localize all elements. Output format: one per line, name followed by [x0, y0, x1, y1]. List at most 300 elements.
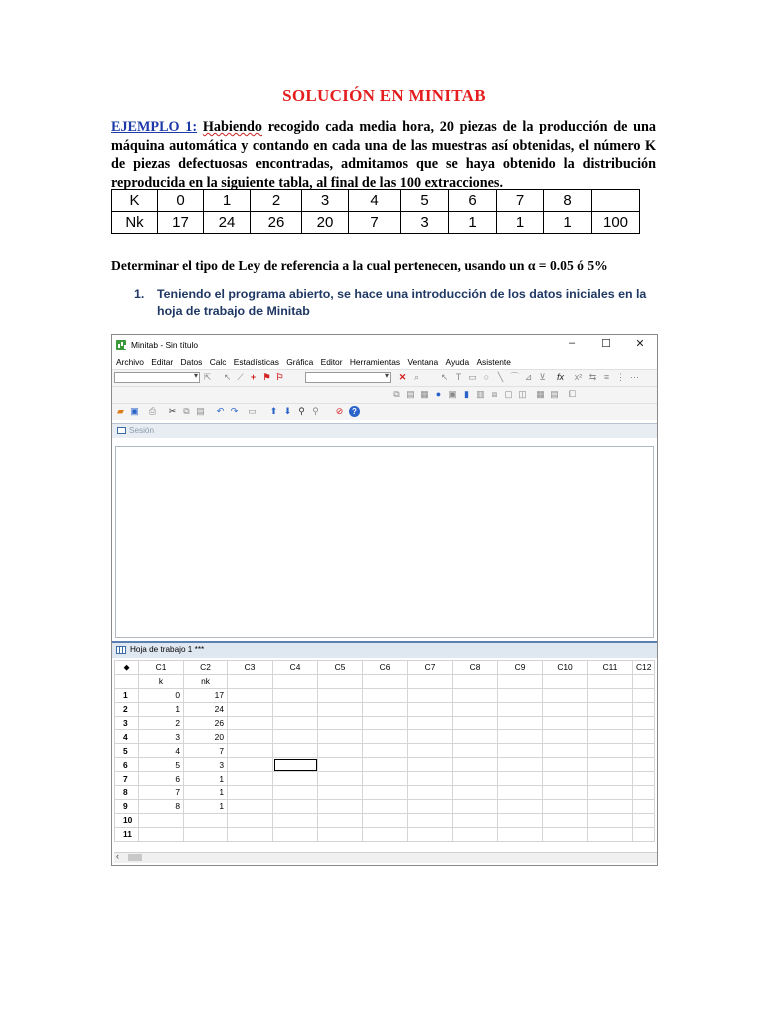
column-name-cell[interactable] [363, 674, 408, 688]
worksheet-cell[interactable]: 0 [139, 688, 184, 702]
worksheet-cell[interactable] [139, 827, 184, 841]
worksheet-cell[interactable] [318, 813, 363, 827]
freq-cell: 1 [544, 212, 592, 234]
blank-icon[interactable]: ▭ [248, 406, 257, 416]
worksheet-cell[interactable] [633, 827, 655, 841]
close-button[interactable]: ✕ [635, 338, 645, 350]
worksheet-cell[interactable]: 2 [139, 716, 184, 730]
line-icon[interactable]: ╲ [497, 372, 504, 382]
worksheet-cell[interactable] [363, 716, 408, 730]
session-icon[interactable]: ⧉ [393, 389, 400, 399]
menu-bar [112, 355, 657, 369]
freq-cell: 5 [401, 190, 449, 212]
worksheet-cell[interactable] [633, 702, 655, 716]
session-window[interactable] [115, 446, 654, 638]
worksheet-cell[interactable] [184, 827, 228, 841]
worksheet-cell[interactable] [408, 758, 453, 772]
worksheet-cell[interactable] [588, 772, 633, 786]
table-row [115, 813, 655, 827]
worksheet-cell[interactable] [453, 688, 498, 702]
worksheet-cell[interactable] [588, 813, 633, 827]
worksheet-cell[interactable] [273, 688, 318, 702]
column-name-cell[interactable] [318, 674, 363, 688]
worksheet-cell[interactable] [588, 758, 633, 772]
delete-icon[interactable]: ✕ [398, 372, 407, 382]
worksheet-cell[interactable] [543, 716, 588, 730]
history-icon[interactable]: ▣ [448, 389, 457, 399]
worksheet-cell[interactable] [228, 716, 273, 730]
worksheet-cell[interactable] [498, 744, 543, 758]
worksheet-cell[interactable] [588, 827, 633, 841]
worksheet-cell[interactable] [408, 744, 453, 758]
text-icon[interactable]: T [455, 372, 462, 382]
worksheet-cell[interactable] [543, 758, 588, 772]
worksheets-icon[interactable]: ▤ [406, 389, 415, 399]
column-header[interactable]: C6 [363, 661, 408, 675]
toolbar-standard [112, 403, 657, 420]
worksheet-cell[interactable] [228, 786, 273, 800]
worksheet-cell[interactable]: 3 [184, 758, 228, 772]
worksheet-cell[interactable] [543, 813, 588, 827]
worksheet-cell[interactable] [498, 772, 543, 786]
column-header[interactable]: C7 [408, 661, 453, 675]
worksheet-cell[interactable] [228, 730, 273, 744]
worksheet-cell[interactable] [139, 813, 184, 827]
grid-icon[interactable]: ▤ [550, 389, 559, 399]
cut-icon[interactable]: ✂ [168, 406, 177, 416]
worksheet-cell[interactable] [318, 799, 363, 813]
problem-text: recogido cada media hora, 20 piezas de la producción de una máquina automática y contando en cada una de las muestras así obtenidas, el número K de piezas defectuosas encontradas, admitamos que se haya obtenido la distribución reproducida en la siguiente tabla, al final de las 100 extracciones. [111, 119, 656, 191]
freq-cell: 24 [204, 212, 251, 234]
worksheet-cell[interactable] [633, 813, 655, 827]
freq-cell: 0 [158, 190, 204, 212]
worksheet-cell[interactable]: 1 [184, 786, 228, 800]
worksheet-cell[interactable] [498, 827, 543, 841]
worksheet-cell[interactable]: 8 [139, 799, 184, 813]
marker-icon[interactable]: ⊻ [539, 372, 546, 382]
menu-datos[interactable]: Datos [180, 357, 203, 367]
worksheet-cell[interactable] [184, 813, 228, 827]
scrollbar-thumb[interactable] [128, 854, 142, 861]
worksheet-cell[interactable]: 24 [184, 702, 228, 716]
column-header[interactable]: C11 [588, 661, 633, 675]
table-row [115, 758, 655, 772]
menu-asistente[interactable]: Asistente [476, 357, 511, 367]
freq-cell: 100 [592, 212, 640, 234]
menu-ayuda[interactable]: Ayuda [445, 357, 470, 367]
toolbar-project-manager [112, 386, 657, 403]
freq-cell: 3 [302, 190, 349, 212]
more-icon[interactable]: ⋯ [630, 372, 639, 382]
worksheet-cell[interactable] [498, 786, 543, 800]
column-name-cell[interactable] [498, 674, 543, 688]
column-header[interactable]: C10 [543, 661, 588, 675]
print-icon[interactable]: ⎙ [148, 406, 157, 416]
pointer-icon[interactable]: ⇱ [203, 372, 212, 382]
column-header[interactable]: C9 [498, 661, 543, 675]
worksheet-cell[interactable] [543, 827, 588, 841]
worksheet-header[interactable] [112, 641, 657, 658]
worksheet-cell[interactable] [363, 813, 408, 827]
project-icon[interactable]: ▥ [476, 389, 485, 399]
help-icon[interactable]: ? [349, 406, 360, 417]
row-header[interactable]: 5 [115, 744, 139, 758]
minimize-button[interactable]: – [568, 337, 576, 349]
worksheet-cell[interactable] [363, 758, 408, 772]
worksheet-title: Hoja de trabajo 1 *** [130, 645, 205, 654]
worksheet-cell[interactable] [408, 716, 453, 730]
align-icon[interactable]: ⇆ [588, 372, 597, 382]
worksheet-cell[interactable] [453, 786, 498, 800]
problem-statement [111, 118, 656, 192]
corner-cell[interactable]: ⬥ [115, 661, 139, 675]
column-header[interactable]: C2 [184, 661, 228, 675]
problem-first-word: Habiendo [202, 119, 263, 135]
minitab-window [111, 334, 658, 866]
freq-cell: 7 [349, 212, 401, 234]
worksheet-cell[interactable] [273, 744, 318, 758]
row-header[interactable]: 8 [115, 786, 139, 800]
worksheet-cell[interactable] [408, 786, 453, 800]
worksheet-cell[interactable] [453, 813, 498, 827]
worksheet-cell[interactable] [588, 744, 633, 758]
row-header[interactable]: 4 [115, 730, 139, 744]
brush-icon[interactable]: ↖ [223, 372, 232, 382]
zoom-icon[interactable]: ⌕ [413, 372, 420, 382]
table-row [115, 730, 655, 744]
worksheet-cell[interactable]: 6 [139, 772, 184, 786]
worksheet-cell[interactable] [318, 730, 363, 744]
formula-icon[interactable]: fx [556, 372, 564, 382]
worksheet-cell[interactable] [363, 688, 408, 702]
worksheet-cell[interactable] [363, 799, 408, 813]
worksheet-cell[interactable] [543, 744, 588, 758]
worksheet-cell[interactable] [633, 786, 655, 800]
paste-icon[interactable]: ▤ [196, 406, 205, 416]
worksheet-cell[interactable] [273, 702, 318, 716]
worksheet-cell[interactable] [453, 758, 498, 772]
menu-calc[interactable]: Calc [209, 357, 227, 367]
crosshair-icon[interactable]: ⟋ [237, 372, 244, 382]
info-icon[interactable]: ● [435, 389, 442, 399]
worksheet-icon [116, 646, 126, 654]
column-name-cell[interactable] [453, 674, 498, 688]
worksheet-cell[interactable] [588, 786, 633, 800]
worksheet-cell[interactable] [498, 688, 543, 702]
window-title: Minitab - Sin título [131, 340, 199, 350]
worksheet-cell[interactable] [273, 786, 318, 800]
column-name-cell[interactable] [228, 674, 273, 688]
worksheet-cell[interactable] [228, 702, 273, 716]
table-row [115, 772, 655, 786]
worksheet-cell[interactable] [408, 688, 453, 702]
step-number: 1. [134, 287, 145, 301]
worksheet-cell[interactable] [633, 730, 655, 744]
table-row [115, 827, 655, 841]
worksheet-grid [114, 660, 658, 852]
worksheet-cell[interactable] [543, 688, 588, 702]
worksheet-cell[interactable] [228, 827, 273, 841]
freq-cell: 1 [497, 212, 544, 234]
worksheet-cell[interactable] [318, 744, 363, 758]
row-header[interactable]: 9 [115, 799, 139, 813]
worksheet-cell[interactable]: 3 [139, 730, 184, 744]
order-icon[interactable]: ⋮ [616, 372, 625, 382]
menu-herramientas[interactable]: Herramientas [349, 357, 401, 367]
worksheet-cell[interactable] [453, 730, 498, 744]
polygon-icon[interactable]: ⊿ [524, 372, 533, 382]
find-icon[interactable]: ⚲ [298, 406, 305, 416]
worksheet-cell[interactable] [588, 716, 633, 730]
column-name-cell[interactable] [408, 674, 453, 688]
frequency-row-nk [112, 212, 640, 234]
worksheet-cell[interactable] [273, 772, 318, 786]
frequency-row-k [112, 190, 640, 212]
worksheet-cell[interactable] [408, 730, 453, 744]
worksheet-cell[interactable] [273, 799, 318, 813]
column-name-cell[interactable] [633, 674, 655, 688]
subscript-icon[interactable]: x² [574, 372, 583, 382]
example-label: EJEMPLO 1: [111, 119, 198, 135]
table-row [115, 716, 655, 730]
related-icon[interactable]: ⧈ [491, 389, 498, 399]
worksheet-cell[interactable] [273, 827, 318, 841]
table-icon[interactable]: ▦ [536, 389, 545, 399]
worksheet-cell[interactable] [453, 716, 498, 730]
graph-folder-icon[interactable]: ◫ [518, 389, 527, 399]
freq-cell: 6 [449, 190, 497, 212]
worksheet-cell[interactable] [498, 730, 543, 744]
session-label: Sesión [129, 426, 155, 435]
question-text: Determinar el tipo de Ley de referencia a la cual pertenecen, usando un α = 0.05 ó 5% [111, 258, 608, 273]
worksheet-cell[interactable] [633, 744, 655, 758]
freq-cell: 8 [544, 190, 592, 212]
worksheet-cell[interactable] [273, 758, 318, 772]
column-header[interactable]: C5 [318, 661, 363, 675]
prev-icon[interactable]: ⬆ [269, 406, 278, 416]
worksheet-cell[interactable]: 1 [139, 702, 184, 716]
worksheet-cell[interactable]: 4 [139, 744, 184, 758]
minitab-logo-icon [116, 340, 126, 350]
table-row [115, 744, 655, 758]
worksheet-cell[interactable] [408, 799, 453, 813]
worksheet-cell[interactable] [273, 730, 318, 744]
update-icon[interactable]: ▢ [504, 389, 513, 399]
graph-element-dropdown[interactable] [114, 372, 200, 383]
worksheet-cell[interactable]: 26 [184, 716, 228, 730]
report-icon[interactable]: ▮ [464, 389, 469, 399]
scroll-left-icon[interactable]: ‹ [116, 851, 119, 861]
worksheet-cell[interactable] [363, 744, 408, 758]
freq-cell: 2 [251, 190, 302, 212]
worksheet-cell[interactable] [273, 716, 318, 730]
menu-editar[interactable]: Editar [151, 357, 174, 367]
worksheet-cell[interactable] [498, 702, 543, 716]
menu-grafica[interactable]: Gráfica [286, 357, 314, 367]
session-window-header[interactable] [112, 423, 657, 438]
copy-icon[interactable]: ⧉ [183, 406, 190, 416]
worksheet-cell[interactable] [228, 744, 273, 758]
worksheet-cell[interactable]: 7 [139, 786, 184, 800]
worksheet-cell[interactable] [588, 702, 633, 716]
step-1 [134, 286, 654, 320]
table-row [115, 702, 655, 716]
worksheet-cell[interactable] [588, 730, 633, 744]
cancel-icon[interactable]: ⊘ [335, 406, 344, 416]
worksheet-cell[interactable] [318, 688, 363, 702]
column-header[interactable]: C8 [453, 661, 498, 675]
worksheet-cell[interactable] [498, 799, 543, 813]
name-row-header [115, 674, 139, 688]
worksheet-cell[interactable] [408, 702, 453, 716]
worksheet-cell[interactable]: 5 [139, 758, 184, 772]
worksheet-cell[interactable] [228, 688, 273, 702]
menu-estadisticas[interactable]: Estadísticas [233, 357, 279, 367]
polyline-icon[interactable]: ⌒ [509, 372, 519, 382]
worksheet-cell[interactable] [318, 716, 363, 730]
freq-cell: 26 [251, 212, 302, 234]
worksheet-cell[interactable] [318, 702, 363, 716]
worksheet-cell[interactable] [318, 772, 363, 786]
worksheet-cell[interactable] [543, 702, 588, 716]
worksheet-cell[interactable] [363, 786, 408, 800]
worksheet-cell[interactable]: 1 [184, 799, 228, 813]
worksheet-cell[interactable] [543, 786, 588, 800]
row-header[interactable]: 10 [115, 813, 139, 827]
worksheet-cell[interactable] [453, 799, 498, 813]
worksheet-cell[interactable] [633, 772, 655, 786]
freq-cell: 17 [158, 212, 204, 234]
worksheet-cell[interactable] [363, 772, 408, 786]
row-header[interactable]: 6 [115, 758, 139, 772]
worksheet-cell[interactable]: 17 [184, 688, 228, 702]
row-header[interactable]: 3 [115, 716, 139, 730]
worksheet-cell[interactable]: 7 [184, 744, 228, 758]
worksheet-rows [115, 688, 655, 841]
open-icon[interactable]: ▰ [117, 406, 124, 416]
worksheet-cell[interactable] [228, 799, 273, 813]
worksheet-cell[interactable] [588, 799, 633, 813]
worksheet-cell[interactable] [543, 772, 588, 786]
worksheet-cell[interactable] [453, 772, 498, 786]
menu-ventana[interactable]: Ventana [407, 357, 439, 367]
find-next-icon[interactable]: ⚲ [312, 406, 319, 416]
worksheet-cell[interactable] [228, 813, 273, 827]
flag-icon[interactable]: ⚑ [262, 372, 271, 382]
worksheet-cell[interactable] [318, 758, 363, 772]
freq-cell: 1 [204, 190, 251, 212]
distribute-icon[interactable]: ≡ [603, 372, 610, 382]
worksheet-cell[interactable] [318, 786, 363, 800]
worksheet-cell[interactable] [633, 758, 655, 772]
graphs-icon[interactable]: ▦ [420, 389, 429, 399]
column-header[interactable]: C4 [273, 661, 318, 675]
redo-icon[interactable]: ↷ [230, 406, 239, 416]
worksheet-cell[interactable] [363, 702, 408, 716]
rectangle-icon[interactable]: ▭ [468, 372, 477, 382]
menu-editor[interactable]: Editor [320, 357, 343, 367]
worksheet-cell[interactable] [633, 688, 655, 702]
worksheet-cell[interactable] [363, 827, 408, 841]
column-name-cell[interactable] [588, 674, 633, 688]
freq-cell: 3 [401, 212, 449, 234]
text-element-dropdown[interactable] [305, 372, 391, 383]
column-name-cell[interactable]: nk [184, 674, 228, 688]
worksheet-cell[interactable]: 1 [184, 772, 228, 786]
save-icon[interactable]: ▣ [130, 406, 139, 416]
worksheet-cell[interactable] [453, 702, 498, 716]
toolbar-graph-editing [112, 369, 657, 386]
table-row [115, 786, 655, 800]
worksheet-cell[interactable] [453, 827, 498, 841]
document-title: SOLUCIÓN EN MINITAB [282, 86, 486, 105]
worksheet-cell[interactable] [543, 730, 588, 744]
worksheet-cell[interactable] [498, 758, 543, 772]
worksheet-cell[interactable] [408, 827, 453, 841]
column-name-cell[interactable]: k [139, 674, 184, 688]
freq-cell: 1 [449, 212, 497, 234]
select-icon[interactable]: ↖ [440, 372, 449, 382]
worksheet-cell[interactable]: 20 [184, 730, 228, 744]
step-text: Teniendo el programa abierto, se hace una introducción de los datos iniciales en la hoja de trabajo de Minitab [157, 287, 647, 318]
horizontal-scrollbar[interactable] [114, 852, 657, 863]
worksheet-cell[interactable] [633, 799, 655, 813]
row-header[interactable]: 2 [115, 702, 139, 716]
worksheet-cell[interactable] [543, 799, 588, 813]
column-header[interactable]: C3 [228, 661, 273, 675]
close-all-icon[interactable]: ⧠ [568, 389, 577, 399]
column-name-row [115, 674, 655, 688]
worksheet-cell[interactable] [498, 813, 543, 827]
worksheet-cell[interactable] [273, 813, 318, 827]
column-header[interactable]: C1 [139, 661, 184, 675]
freq-cell: 7 [497, 190, 544, 212]
row-header[interactable]: 1 [115, 688, 139, 702]
menu-archivo[interactable]: Archivo [116, 357, 144, 367]
worksheet-cell[interactable] [318, 827, 363, 841]
freq-cell: Nk [112, 212, 158, 234]
session-icon [117, 427, 126, 434]
column-name-cell[interactable] [273, 674, 318, 688]
worksheet-cell[interactable] [408, 813, 453, 827]
freq-cell: 20 [302, 212, 349, 234]
worksheet-cell[interactable] [453, 744, 498, 758]
worksheet-cell[interactable] [228, 772, 273, 786]
worksheet-table [114, 660, 655, 842]
next-icon[interactable]: ⬇ [283, 406, 292, 416]
worksheet-cell[interactable] [588, 688, 633, 702]
ellipse-icon[interactable]: ○ [483, 372, 490, 382]
row-header[interactable]: 7 [115, 772, 139, 786]
table-row [115, 799, 655, 813]
freq-cell [592, 190, 640, 212]
freq-cell: 4 [349, 190, 401, 212]
worksheet-cell[interactable] [408, 772, 453, 786]
flag-icon[interactable]: ⚐ [275, 372, 284, 382]
undo-icon[interactable]: ↶ [216, 406, 225, 416]
freq-cell: K [112, 190, 158, 212]
column-header[interactable]: C12 [633, 661, 655, 675]
add-icon[interactable]: + [250, 372, 257, 382]
column-name-cell[interactable] [543, 674, 588, 688]
worksheet-cell[interactable] [228, 758, 273, 772]
title-bar [112, 335, 657, 355]
worksheet-cell[interactable] [498, 716, 543, 730]
row-header[interactable]: 11 [115, 827, 139, 841]
worksheet-cell[interactable] [363, 730, 408, 744]
maximize-button[interactable]: ☐ [601, 338, 611, 350]
worksheet-cell[interactable] [633, 716, 655, 730]
